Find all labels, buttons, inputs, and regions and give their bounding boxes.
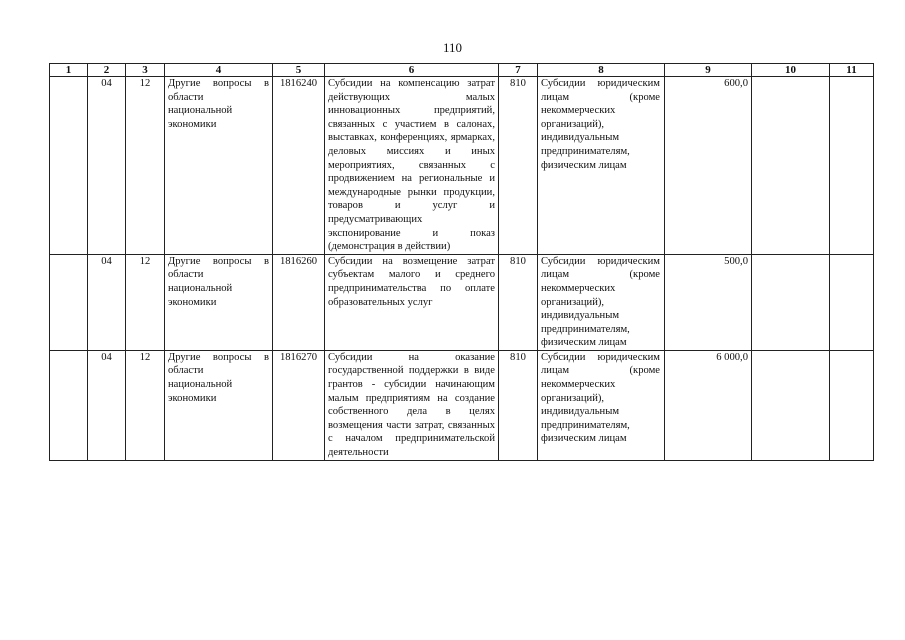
table-row [50, 77, 874, 255]
cell-expense-type: 810 [499, 77, 538, 255]
cell-col11 [830, 350, 874, 460]
cell-col10 [752, 77, 830, 255]
column-header: 10 [752, 64, 830, 77]
cell-col11 [830, 77, 874, 255]
cell-col10 [752, 254, 830, 350]
cell-amount: 6 000,0 [665, 350, 752, 460]
cell-amount: 500,0 [665, 254, 752, 350]
column-header: 7 [499, 64, 538, 77]
cell-subsection: 12 [126, 350, 165, 460]
cell-amount: 600,0 [665, 77, 752, 255]
cell-col10 [752, 350, 830, 460]
cell-expense-name: Субсидии юридическим лицам (кроме некоммерческих организаций), индивидуальным предпринимателям, физическим лицам [538, 77, 665, 255]
column-header: 2 [88, 64, 126, 77]
cell-col11 [830, 254, 874, 350]
cell-expense-name: Субсидии юридическим лицам (кроме некоммерческих организаций), индивидуальным предпринимателям, физическим лицам [538, 254, 665, 350]
column-header: 8 [538, 64, 665, 77]
cell-expense-type: 810 [499, 350, 538, 460]
cell-expense-name: Субсидии юридическим лицам (кроме некоммерческих организаций), индивидуальным предпринимателям, физическим лицам [538, 350, 665, 460]
column-header: 3 [126, 64, 165, 77]
table-row [50, 254, 874, 350]
column-header: 4 [165, 64, 273, 77]
cell-section: 04 [88, 77, 126, 255]
column-header: 6 [325, 64, 499, 77]
column-header: 11 [830, 64, 874, 77]
cell-section: 04 [88, 350, 126, 460]
cell-description: Субсидии на компенсацию затрат действующих малых инновационных предприятий, связанных с участием в салонах, выставках, конференциях, ярмарках, деловых миссиях и иных мероприятиях, связанных с продвижением на региональные и международные рынки продукции, товаров и услуг и предусматривающих экспонирование и показ (демонстрация в действии) [325, 77, 499, 255]
column-header: 9 [665, 64, 752, 77]
cell-description: Субсидии на возмещение затрат субъектам малого и среднего предпринимательства по оплате образовательных услуг [325, 254, 499, 350]
table-header-row [50, 64, 874, 77]
cell-description: Субсидии на оказание государственной поддержки в виде грантов - субсидии начинающим малым предприятиям на создание собственного дела в целях возмещения части затрат, связанных с началом предпринимательской деятельности [325, 350, 499, 460]
cell-target-code: 1816240 [273, 77, 325, 255]
cell-subsection: 12 [126, 77, 165, 255]
cell-col1 [50, 350, 88, 460]
cell-section: 04 [88, 254, 126, 350]
cell-col1 [50, 77, 88, 255]
column-header: 1 [50, 64, 88, 77]
cell-target-code: 1816260 [273, 254, 325, 350]
page-number: 110 [442, 40, 463, 55]
cell-target-code: 1816270 [273, 350, 325, 460]
table-row [50, 350, 874, 460]
budget-table [49, 63, 874, 461]
cell-section-name: Другие вопросы в области национальной экономики [165, 77, 273, 255]
cell-section-name: Другие вопросы в области национальной экономики [165, 350, 273, 460]
cell-section-name: Другие вопросы в области национальной экономики [165, 254, 273, 350]
cell-expense-type: 810 [499, 254, 538, 350]
cell-subsection: 12 [126, 254, 165, 350]
cell-col1 [50, 254, 88, 350]
column-header: 5 [273, 64, 325, 77]
